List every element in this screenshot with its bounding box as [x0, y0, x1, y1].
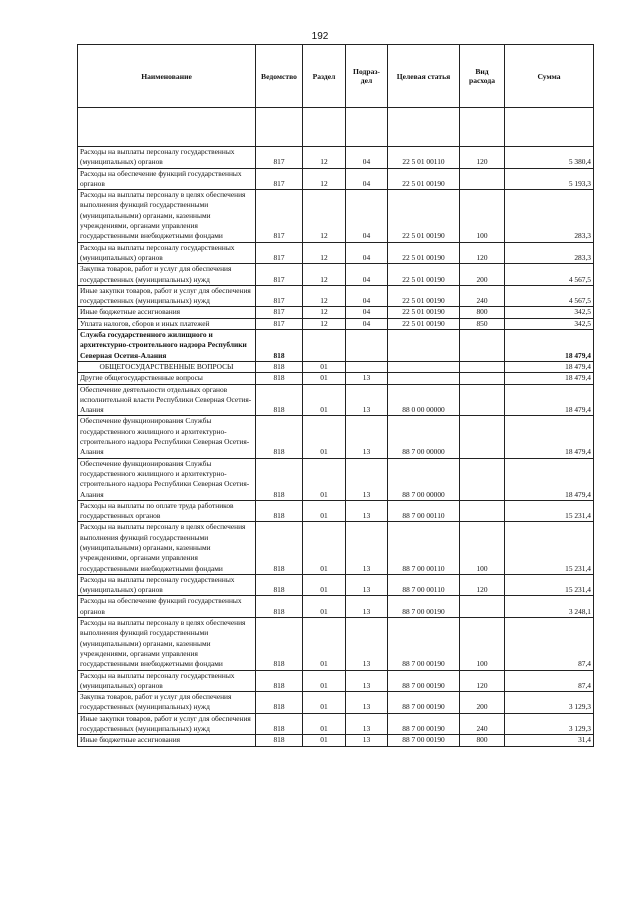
cell-dept: 817: [256, 264, 303, 286]
cell-section: 01: [303, 574, 346, 596]
cell-section: 01: [303, 522, 346, 574]
cell-amount: 15 231,4: [505, 574, 594, 596]
cell-exp-type: [460, 596, 505, 618]
cell-dept: 818: [256, 458, 303, 500]
cell-section: 01: [303, 618, 346, 670]
table-row: [78, 330, 594, 362]
cell-amount: 283,3: [505, 242, 594, 264]
cell-exp-type: [460, 168, 505, 190]
cell-subsection: 13: [346, 713, 388, 735]
cell-section: 01: [303, 670, 346, 692]
cell-amount: 4 567,5: [505, 264, 594, 286]
table-row: [78, 618, 594, 670]
cell-name: Расходы на выплаты персоналу в целях обеспечения выполнения функций государственными (муниципальными) органами, казенными учреждениями, органами управления государственными внебюджетными фондами: [78, 522, 256, 574]
cell-exp-type: [460, 458, 505, 500]
cell-exp-type: 100: [460, 522, 505, 574]
cell-dept: 818: [256, 416, 303, 458]
table-row: [78, 522, 594, 574]
cell-target: 88 7 00 00000: [388, 416, 460, 458]
cell-dept: 817: [256, 190, 303, 242]
cell-dept: 818: [256, 713, 303, 735]
cell-dept: 818: [256, 384, 303, 416]
cell-amount: 15 231,4: [505, 500, 594, 522]
cell-section: 12: [303, 285, 346, 307]
header-name: Наименование: [78, 45, 256, 108]
cell-subsection: 13: [346, 574, 388, 596]
cell-section: 01: [303, 596, 346, 618]
cell-subsection: [346, 361, 388, 372]
cell-section: 01: [303, 416, 346, 458]
table-row: [78, 361, 594, 372]
cell-exp-type: 200: [460, 264, 505, 286]
table-row: [78, 500, 594, 522]
cell-dept: 818: [256, 735, 303, 746]
cell-subsection: 13: [346, 596, 388, 618]
cell-exp-type: [460, 361, 505, 372]
cell-section: 12: [303, 318, 346, 329]
header-target: Целевая статья: [388, 45, 460, 108]
cell-target: 22 5 01 00190: [388, 190, 460, 242]
cell-exp-type: 800: [460, 735, 505, 746]
cell-name: Расходы на выплаты персоналу в целях обеспечения выполнения функций государственными (муниципальными) органами, казенными учреждениями, органами управления государственными внебюджетными фондами: [78, 618, 256, 670]
cell-section: 12: [303, 168, 346, 190]
cell-target: [388, 373, 460, 384]
cell-section: 01: [303, 458, 346, 500]
cell-target: 88 7 00 00110: [388, 500, 460, 522]
cell-target: 22 5 01 00190: [388, 264, 460, 286]
cell-amount: 4 567,5: [505, 285, 594, 307]
cell-exp-type: 240: [460, 285, 505, 307]
cell-subsection: 04: [346, 147, 388, 169]
cell-exp-type: 120: [460, 670, 505, 692]
cell-amount: 3 129,3: [505, 692, 594, 714]
cell-subsection: 04: [346, 190, 388, 242]
cell-exp-type: [460, 330, 505, 362]
cell-target: 22 5 01 00190: [388, 318, 460, 329]
table-row: [78, 670, 594, 692]
cell-exp-type: 850: [460, 318, 505, 329]
cell-subsection: 13: [346, 692, 388, 714]
cell-subsection: 13: [346, 500, 388, 522]
cell-subsection: 13: [346, 373, 388, 384]
cell-section: 01: [303, 361, 346, 372]
cell-subsection: 04: [346, 318, 388, 329]
cell-subsection: 13: [346, 384, 388, 416]
cell-dept: 818: [256, 692, 303, 714]
cell-name: Расходы на выплаты персоналу в целях обеспечения выполнения функций государственными (муниципальными) органами, казенными учреждениями, органами управления государственными внебюджетными фондами: [78, 190, 256, 242]
cell-section: 12: [303, 242, 346, 264]
cell-dept: 817: [256, 147, 303, 169]
cell-target: 88 7 00 00110: [388, 574, 460, 596]
cell-exp-type: 120: [460, 147, 505, 169]
table-row: [78, 713, 594, 735]
page-number: 192: [311, 31, 329, 42]
cell-section: 12: [303, 307, 346, 318]
cell-subsection: 04: [346, 264, 388, 286]
cell-amount: 342,5: [505, 318, 594, 329]
cell-amount: 283,3: [505, 190, 594, 242]
cell-target: 88 7 00 00190: [388, 692, 460, 714]
cell-name: Уплата налогов, сборов и иных платежей: [78, 318, 256, 329]
cell-target: 88 0 00 00000: [388, 384, 460, 416]
cell-name: Обеспечение деятельности отдельных органов исполнительной власти Республики Северная Осетия-Алания: [78, 384, 256, 416]
table-row: [78, 384, 594, 416]
cell-dept: 817: [256, 168, 303, 190]
cell-amount: 342,5: [505, 307, 594, 318]
cell-amount: 3 248,1: [505, 596, 594, 618]
cell-exp-type: 100: [460, 618, 505, 670]
cell-exp-type: 120: [460, 574, 505, 596]
table-row: [78, 264, 594, 286]
cell-subsection: 04: [346, 168, 388, 190]
cell-section: 12: [303, 190, 346, 242]
header-exp-type: Вид расхода: [460, 45, 505, 108]
cell-dept: 818: [256, 373, 303, 384]
cell-dept: 817: [256, 285, 303, 307]
cell-target: 88 7 00 00000: [388, 458, 460, 500]
cell-amount: 87,4: [505, 670, 594, 692]
cell-dept: 817: [256, 307, 303, 318]
cell-subsection: 04: [346, 285, 388, 307]
cell-section: 01: [303, 373, 346, 384]
cell-target: 88 7 00 00190: [388, 735, 460, 746]
cell-subsection: 13: [346, 522, 388, 574]
cell-exp-type: 100: [460, 190, 505, 242]
cell-exp-type: [460, 384, 505, 416]
cell-subsection: 04: [346, 307, 388, 318]
cell-amount: 5 193,3: [505, 168, 594, 190]
cell-amount: 18 479,4: [505, 330, 594, 362]
spacer-row: [78, 108, 594, 147]
cell-amount: 3 129,3: [505, 713, 594, 735]
cell-name: Иные бюджетные ассигнования: [78, 735, 256, 746]
cell-exp-type: [460, 500, 505, 522]
table-row: [78, 458, 594, 500]
table-header-row: [78, 45, 594, 108]
cell-amount: 18 479,4: [505, 416, 594, 458]
cell-amount: 18 479,4: [505, 384, 594, 416]
cell-section: 01: [303, 735, 346, 746]
cell-name: Расходы на обеспечение функций государственных органов: [78, 168, 256, 190]
cell-name: Расходы на выплаты персоналу государственных (муниципальных) органов: [78, 574, 256, 596]
cell-subsection: 13: [346, 458, 388, 500]
table-row: [78, 147, 594, 169]
cell-target: 22 5 01 00110: [388, 147, 460, 169]
cell-name: Иные закупки товаров, работ и услуг для обеспечения государственных (муниципальных) нужд: [78, 285, 256, 307]
table-row: [78, 692, 594, 714]
cell-subsection: 13: [346, 416, 388, 458]
cell-dept: 818: [256, 574, 303, 596]
cell-subsection: 13: [346, 618, 388, 670]
cell-name: Обеспечение функционирования Службы государственного жилищного и архитектурно-строительного надзора Республики Северная Осетия-Алания: [78, 458, 256, 500]
cell-target: 88 7 00 00190: [388, 670, 460, 692]
cell-section: 01: [303, 384, 346, 416]
cell-name: Расходы на выплаты по оплате труда работников государственных органов: [78, 500, 256, 522]
cell-section: 01: [303, 713, 346, 735]
cell-name: Расходы на выплаты персоналу государственных (муниципальных) органов: [78, 670, 256, 692]
table-row: [78, 307, 594, 318]
cell-amount: 31,4: [505, 735, 594, 746]
cell-dept: 818: [256, 361, 303, 372]
budget-table: [77, 44, 594, 747]
cell-name: Закупка товаров, работ и услуг для обеспечения государственных (муниципальных) нужд: [78, 264, 256, 286]
cell-section: 12: [303, 264, 346, 286]
table-row: [78, 285, 594, 307]
cell-name: Иные закупки товаров, работ и услуг для обеспечения государственных (муниципальных) нужд: [78, 713, 256, 735]
cell-subsection: 13: [346, 670, 388, 692]
table-body: [78, 108, 594, 747]
cell-dept: 818: [256, 670, 303, 692]
cell-exp-type: 240: [460, 713, 505, 735]
cell-amount: 18 479,4: [505, 373, 594, 384]
table-row: [78, 242, 594, 264]
cell-section: 12: [303, 147, 346, 169]
cell-amount: 15 231,4: [505, 522, 594, 574]
cell-name: Расходы на обеспечение функций государственных органов: [78, 596, 256, 618]
cell-target: 88 7 00 00190: [388, 713, 460, 735]
table-row: [78, 416, 594, 458]
cell-dept: 817: [256, 318, 303, 329]
cell-name: ОБЩЕГОСУДАРСТВЕННЫЕ ВОПРОСЫ: [78, 361, 256, 372]
cell-name: Другие общегосударственные вопросы: [78, 373, 256, 384]
table-row: [78, 574, 594, 596]
cell-target: [388, 330, 460, 362]
cell-subsection: [346, 330, 388, 362]
table-row: [78, 735, 594, 746]
table-row: [78, 190, 594, 242]
cell-amount: 18 479,4: [505, 361, 594, 372]
cell-dept: 818: [256, 330, 303, 362]
cell-target: 88 7 00 00190: [388, 596, 460, 618]
cell-section: 01: [303, 692, 346, 714]
cell-exp-type: [460, 416, 505, 458]
cell-name: Расходы на выплаты персоналу государственных (муниципальных) органов: [78, 242, 256, 264]
cell-name: Обеспечение функционирования Службы государственного жилищного и архитектурно-строительного надзора Республики Северная Осетия-Алания: [78, 416, 256, 458]
cell-dept: 818: [256, 500, 303, 522]
table-row: [78, 318, 594, 329]
cell-amount: 5 380,4: [505, 147, 594, 169]
cell-target: 88 7 00 00190: [388, 618, 460, 670]
header-subsection: Подраз- дел: [346, 45, 388, 108]
cell-target: [388, 361, 460, 372]
cell-dept: 817: [256, 242, 303, 264]
cell-target: 22 5 01 00190: [388, 242, 460, 264]
cell-name: Расходы на выплаты персоналу государственных (муниципальных) органов: [78, 147, 256, 169]
cell-name: Закупка товаров, работ и услуг для обеспечения государственных (муниципальных) нужд: [78, 692, 256, 714]
table-row: [78, 596, 594, 618]
cell-target: 22 5 01 00190: [388, 307, 460, 318]
cell-name: Иные бюджетные ассигнования: [78, 307, 256, 318]
cell-exp-type: 800: [460, 307, 505, 318]
cell-subsection: 04: [346, 242, 388, 264]
cell-target: 88 7 00 00110: [388, 522, 460, 574]
cell-subsection: 13: [346, 735, 388, 746]
cell-name: Служба государственного жилищного и архитектурно-строительного надзора Республики Северная Осетия-Алания: [78, 330, 256, 362]
header-amount: Сумма: [505, 45, 594, 108]
cell-section: [303, 330, 346, 362]
cell-dept: 818: [256, 596, 303, 618]
table-row: [78, 373, 594, 384]
cell-exp-type: [460, 373, 505, 384]
cell-dept: 818: [256, 618, 303, 670]
header-dept: Ведомство: [256, 45, 303, 108]
cell-target: 22 5 01 00190: [388, 285, 460, 307]
cell-amount: 87,4: [505, 618, 594, 670]
cell-section: 01: [303, 500, 346, 522]
cell-dept: 818: [256, 522, 303, 574]
cell-exp-type: 200: [460, 692, 505, 714]
table-row: [78, 168, 594, 190]
cell-exp-type: 120: [460, 242, 505, 264]
cell-target: 22 5 01 00190: [388, 168, 460, 190]
cell-amount: 18 479,4: [505, 458, 594, 500]
header-section: Раздел: [303, 45, 346, 108]
